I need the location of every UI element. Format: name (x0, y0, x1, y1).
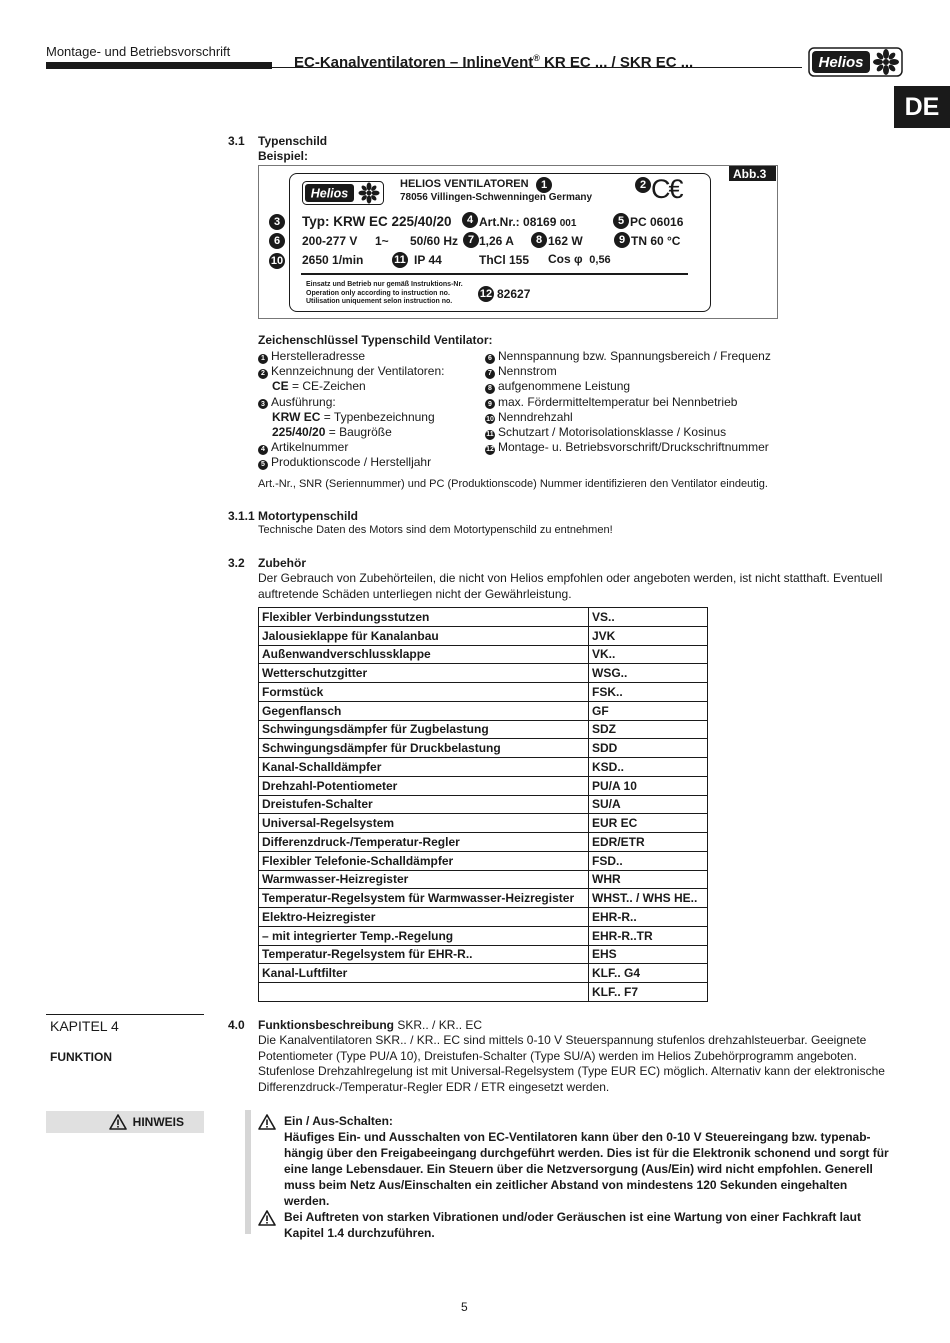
section-number: 3.1 (228, 134, 245, 148)
marker-5: 5 (613, 213, 629, 229)
accessory-code: WHST.. / WHS HE.. (589, 889, 708, 908)
legend-item-5: 5 Produktionscode / Herstelljahr (258, 455, 444, 470)
section-text: Der Gebrauch von Zubehörteilen, die nicht von Helios empfohlen oder angeboten werden, ist nicht statthaft. Eventuell auftretende Schäden unterliegen nicht der Gewährleistung. (258, 571, 883, 601)
marker-2: 2 (635, 177, 651, 193)
accessories-table (258, 607, 708, 1002)
marker-7: 7 (463, 232, 479, 248)
accessory-code: PU/A 10 (589, 776, 708, 795)
accessory-name: Kanal-Schalldämpfer (259, 758, 589, 777)
table-row (259, 645, 708, 664)
table-row (259, 683, 708, 702)
plate-maker: HELIOS VENTILATOREN (400, 178, 529, 190)
table-row (259, 795, 708, 814)
accessory-name: Dreistufen-Schalter (259, 795, 589, 814)
warning-icon (258, 1114, 276, 1130)
figure-label: Abb.3 (729, 166, 776, 181)
section-number: 3.2 (228, 556, 245, 570)
accessory-code: EHS (589, 945, 708, 964)
accessory-name: Schwingungsdämpfer für Druckbelastung (259, 739, 589, 758)
marker-9: 9 (614, 232, 630, 248)
accessory-name: Temperatur-Regelsystem für EHR-R.. (259, 945, 589, 964)
plate-rpm: 2650 1/min (302, 253, 364, 267)
accessory-code: KLF.. G4 (589, 964, 708, 983)
accessory-name: Schwingungsdämpfer für Zugbelastung (259, 720, 589, 739)
table-row (259, 608, 708, 627)
accessory-name: Wetterschutzgitter (259, 664, 589, 683)
warning-icon (109, 1114, 127, 1130)
table-row (259, 870, 708, 889)
nameplate-logo (302, 181, 354, 205)
accessory-code: EHR-R..TR (589, 926, 708, 945)
plate-ip: IP 44 (414, 253, 442, 267)
accessory-code: EUR EC (589, 814, 708, 833)
accessory-name: Temperatur-Regelsystem für Warmwasser-Heizregister (259, 889, 589, 908)
legend-left: 1 Herstelleradresse 2 Kennzeichnung der Ventilatoren: CE = CE-Zeichen 3 Ausführung: KRW EC = Typenbezeichnung 225/40/20 = Baugröße 4 Artikelnummer 5 Produktionscode / Herstelljahr (258, 349, 444, 471)
section-title: Zubehör (258, 556, 306, 570)
document-title: EC-Kanalventilatoren – InlineVent® KR EC ... / SKR EC ... (294, 53, 694, 71)
accessory-code: VK.. (589, 645, 708, 664)
plate-frequency: 50/60 Hz (410, 234, 459, 248)
accessory-code: GF (589, 701, 708, 720)
legend-item-8: 8 aufgenommene Leistung (485, 379, 771, 394)
table-row (259, 739, 708, 758)
legend-item-9: 9 max. Fördermitteltemperatur bei Nennbetrieb (485, 395, 771, 410)
accessory-code: SU/A (589, 795, 708, 814)
marker-6: 6 (269, 233, 285, 249)
legend-item-2: 2 Kennzeichnung der Ventilatoren: (258, 364, 444, 379)
plate-thcl: ThCl 155 (479, 253, 530, 267)
accessory-name: Warmwasser-Heizregister (259, 870, 589, 889)
plate-address: 78056 Villingen-Schwenningen Germany (400, 192, 593, 203)
language-tab: DE (894, 86, 950, 128)
accessory-name: Drehzahl-Potentiometer (259, 776, 589, 795)
plate-current: 1,26 A (479, 234, 514, 248)
chapter-rule (46, 1014, 204, 1015)
chapter-name: FUNKTION (50, 1050, 112, 1064)
legend-title: Zeichenschlüssel Typenschild Ventilator: (258, 333, 493, 347)
helios-logo (808, 47, 903, 77)
accessory-name: Differenzdruck-/Temperatur-Regler (259, 833, 589, 852)
section-subtitle: Beispiel: (258, 149, 309, 163)
plate-phase: 1~ (375, 234, 389, 248)
accessory-code: KSD.. (589, 758, 708, 777)
accessory-name: Flexibler Telefonie-Schalldämpfer (259, 851, 589, 870)
accessory-name: Flexibler Verbindungsstutzen (259, 608, 589, 627)
accessory-code: SDZ (589, 720, 708, 739)
warning-vibration: Bei Auftreten von starken Vibrationen und/oder Geräuschen ist eine Wartung von einer Fachkraft laut Kapitel 1.4 durchzuführen. (284, 1210, 862, 1240)
plate-power: 162 W (548, 234, 583, 248)
section-title: Typenschild (258, 134, 328, 148)
table-row (259, 701, 708, 720)
accessory-name: Elektro-Heizregister (259, 908, 589, 927)
table-row (259, 776, 708, 795)
legend-item-11: 11 Schutzart / Motorisolationsklasse / Kosinus (486, 425, 727, 440)
accessory-code: EHR-R.. (589, 908, 708, 927)
marker-12: 12 (479, 288, 493, 300)
legend-item-1: 1 Herstelleradresse (258, 349, 444, 364)
marker-8: 8 (531, 232, 547, 248)
table-row (259, 758, 708, 777)
page-number: 5 (461, 1300, 468, 1314)
marker-1: 1 (536, 177, 552, 193)
plate-temperature: TN 60 °C (631, 234, 681, 248)
accessory-name: Kanal-Luftfilter (259, 964, 589, 983)
table-row (259, 926, 708, 945)
warning-sidebar (245, 1110, 251, 1234)
accessory-name (259, 983, 589, 1002)
accessory-name: Jalousieklappe für Kanalanbau (259, 626, 589, 645)
function-description: Die Kanalventilatoren SKR.. / KR.. EC sind mittels 0-10 V Steuerspannung stufenlos drehzahlsteuerbar. Geeignete Potentiometer (Type PU/A 10), Dreistufen-Schalter (Type SU/A) werden im Helios Zubehörprogramm angeboten. Stufenlose Drehzahlregelung ist mit Universal-Regelsystem (Type EUR EC) möglich. Alternativ kann der elektronische Differenzdruck-/Temperatur-Regler EDR / ETR eingesetzt werden. (258, 1033, 885, 1094)
marker-4: 4 (462, 212, 478, 228)
plate-article: Art.Nr.: 08169 001 (479, 215, 577, 229)
plate-separator (301, 273, 688, 275)
table-row (259, 664, 708, 683)
table-row (259, 945, 708, 964)
plate-type: Typ: KRW EC 225/40/20 (302, 214, 452, 229)
section-text: Technische Daten des Motors sind dem Motortypenschild zu entnehmen! (258, 524, 613, 536)
plate-pc: PC 06016 (630, 215, 684, 229)
hinweis-badge: HINWEIS (46, 1111, 204, 1133)
accessory-code: FSK.. (589, 683, 708, 702)
section-title: Funktionsbeschreibung SKR.. / KR.. EC (258, 1018, 483, 1032)
legend-item-7: 7 Nennstrom (485, 364, 771, 379)
table-row (259, 814, 708, 833)
table-row (259, 983, 708, 1002)
section-title: Motortypenschild (258, 509, 359, 523)
accessory-code: VS.. (589, 608, 708, 627)
accessory-code: EDR/ETR (589, 833, 708, 852)
table-row (259, 626, 708, 645)
identification-note: Art.-Nr., SNR (Seriennummer) und PC (Produktionscode) Nummer identifizieren den Ventilator eindeutig. (258, 478, 768, 490)
accessory-code: WHR (589, 870, 708, 889)
plate-cosphi: Cos φ 0,56 (548, 252, 611, 266)
legend-item-6: 6 Nennspannung bzw. Spannungsbereich / Frequenz (485, 349, 771, 364)
svg-text:Helios: Helios (310, 186, 349, 201)
table-row (259, 889, 708, 908)
section-number: 4.0 (228, 1018, 245, 1032)
table-row (259, 720, 708, 739)
section-number: 3.1.1 (228, 509, 255, 523)
legend-item-4: 4 Artikelnummer (258, 440, 444, 455)
table-row (259, 833, 708, 852)
marker-3: 3 (269, 214, 285, 230)
accessory-name: Gegenflansch (259, 701, 589, 720)
legend-item-10: 10 Nenndrehzahl (486, 409, 573, 424)
plate-voltage: 200-277 V (302, 234, 358, 248)
accessory-code: WSG.. (589, 664, 708, 683)
table-row (259, 851, 708, 870)
logo-text: Helios (818, 54, 864, 71)
marker-10: 10 (270, 255, 284, 267)
marker-11: 11 (392, 252, 408, 268)
legend-right (485, 349, 771, 455)
table-row (259, 908, 708, 927)
legend-item-3: 3 Ausführung: (258, 395, 444, 410)
accessory-name: Außenwandverschlussklappe (259, 645, 589, 664)
header-bar (46, 62, 272, 69)
accessory-name: Universal-Regelsystem (259, 814, 589, 833)
plate-instruction-number: 82627 (497, 287, 531, 301)
accessory-code: JVK (589, 626, 708, 645)
table-row (259, 964, 708, 983)
accessory-name: – mit integrierter Temp.-Regelung (259, 926, 589, 945)
warning-switching: Ein / Aus-Schalten: Häufiges Ein- und Ausschalten von EC-Ventilatoren kann über den 0-10 V Steuereingang bzw. typenab- hängig über den Freigabeeingang durchgeführt werden. Dies ist für die Elektronik schonend und sorgt für eine lange Lebensdauer. Ein Steuern über die Netzversorgung (Aus/Ein) wird nicht empfohlen. Generell muss beim Netz Aus/Einschalten ein zeitlicher Abstand von mindestens 120 Sekunden eingehalten werden. (284, 1114, 889, 1208)
accessory-code: SDD (589, 739, 708, 758)
warning-icon (258, 1210, 276, 1226)
chapter-label: KAPITEL 4 (50, 1018, 119, 1034)
accessory-code: KLF.. F7 (589, 983, 708, 1002)
doc-type-label: Montage- und Betriebsvorschrift (46, 44, 231, 59)
accessory-code: FSD.. (589, 851, 708, 870)
legend-item-12: 12 Montage- u. Betriebsvorschrift/Druckschriftnummer (486, 440, 769, 455)
ce-mark: C€ (651, 174, 682, 204)
plate-instruction-note: Einsatz und Betrieb nur gemäß Instruktions-Nr. Operation only according to instruction no. Utilisation uniquement selon instruction no. (306, 281, 463, 305)
accessory-name: Formstück (259, 683, 589, 702)
